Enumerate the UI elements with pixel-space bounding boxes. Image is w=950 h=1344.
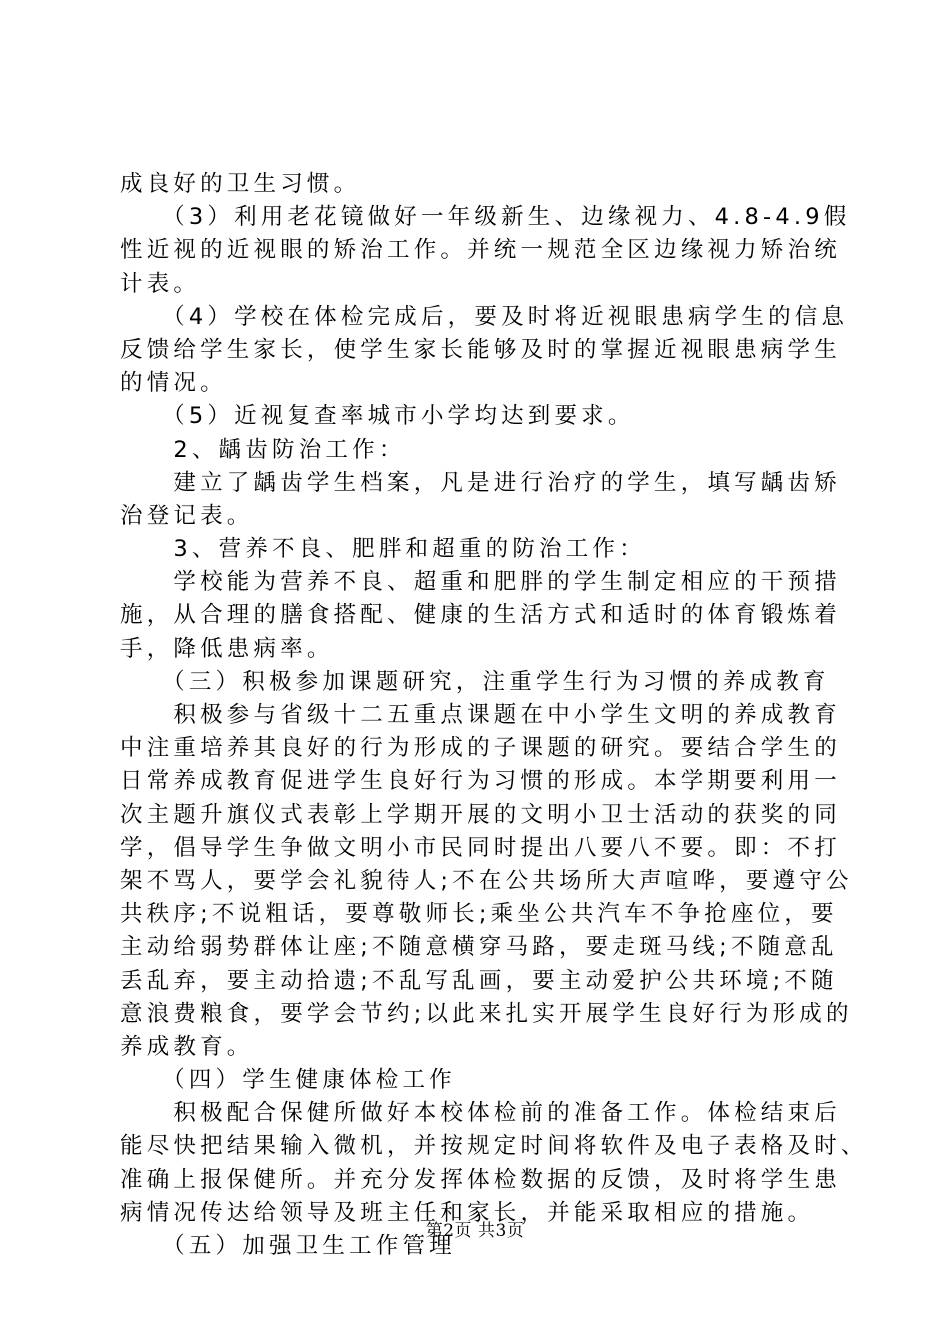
body-text	[120, 168, 868, 1263]
text-line: 准确上报保健所。并充分发挥体检数据的反馈，及时将学生患	[120, 1166, 841, 1193]
text-line: 治登记表。	[120, 502, 254, 529]
text-line: 积极配合保健所做好本校体检前的准备工作。体检结束后	[120, 1100, 841, 1127]
page-number-footer: 第2页 共3页	[425, 1221, 525, 1241]
text-line: 施，从合理的膳食搭配、健康的生活方式和适时的体育锻炼着	[120, 602, 841, 629]
text-line: 意浪费粮食，要学会节约;以此来扎实开展学生良好行为形成的	[120, 1000, 853, 1027]
section-heading: （四）学生健康体检工作	[120, 1067, 456, 1094]
text-line: 计表。	[120, 270, 201, 297]
text-line: 日常养成教育促进学生良好行为习惯的形成。本学期要利用一	[120, 768, 841, 795]
text-line: 学，倡导学生争做文明小市民同时提出八要八不要。即：不打	[120, 834, 841, 861]
section-heading: 2、龋齿防治工作：	[120, 436, 406, 463]
section-heading: 3、营养不良、肥胖和超重的防治工作：	[120, 536, 646, 563]
text-line: 性近视的近视眼的矫治工作。并统一规范全区边缘视力矫治统	[120, 237, 841, 264]
text-line: （3）利用老花镜做好一年级新生、边缘视力、4.8-4.9假	[120, 204, 851, 231]
text-line: 架不骂人，要学会礼貌待人;不在公共场所大声喧哗，要遵守公	[120, 867, 853, 894]
text-line: 主动给弱势群体让座;不随意横穿马路，要走斑马线;不随意乱	[120, 934, 838, 961]
text-line: （4）学校在体检完成后，要及时将近视眼患病学生的信息	[120, 303, 849, 330]
section-heading: （五）加强卫生工作管理	[120, 1233, 456, 1259]
text-line: 丢乱弃，要主动拾遗;不乱写乱画，要主动爱护公共环境;不随	[120, 967, 838, 994]
section-heading: （三）积极参加课题研究，注重学生行为习惯的养成教育	[120, 668, 830, 695]
text-line: 共秩序;不说粗话，要尊敬师长;乘坐公共汽车不争抢座位，要	[120, 901, 838, 928]
text-line: 能尽快把结果输入微机，并按规定时间将软件及电子表格及时、	[120, 1133, 868, 1160]
text-line: 建立了龋齿学生档案，凡是进行治疗的学生，填写龋齿矫	[120, 469, 841, 496]
text-line: 病情况传达给领导及班主任和家长，并能采取相应的措施。	[120, 1199, 815, 1226]
text-line: 次主题升旗仪式表彰上学期开展的文明小卫士活动的获奖的同	[120, 801, 841, 828]
text-line: 手，降低患病率。	[120, 635, 334, 662]
text-line: 养成教育。	[120, 1033, 254, 1060]
text-line: 反馈给学生家长，使学生家长能够及时的掌握近视眼患病学生	[120, 336, 841, 363]
text-line: 中注重培养其良好的行为形成的子课题的研究。要结合学生的	[120, 735, 841, 762]
text-line: 学校能为营养不良、超重和肥胖的学生制定相应的干预措	[120, 569, 841, 596]
text-line: 积极参与省级十二五重点课题在中小学生文明的养成教育	[120, 702, 841, 728]
text-line: （5）近视复查率城市小学均达到要求。	[120, 403, 635, 430]
text-line: 成良好的卫生习惯。	[120, 171, 361, 197]
text-line: 的情况。	[120, 370, 227, 397]
